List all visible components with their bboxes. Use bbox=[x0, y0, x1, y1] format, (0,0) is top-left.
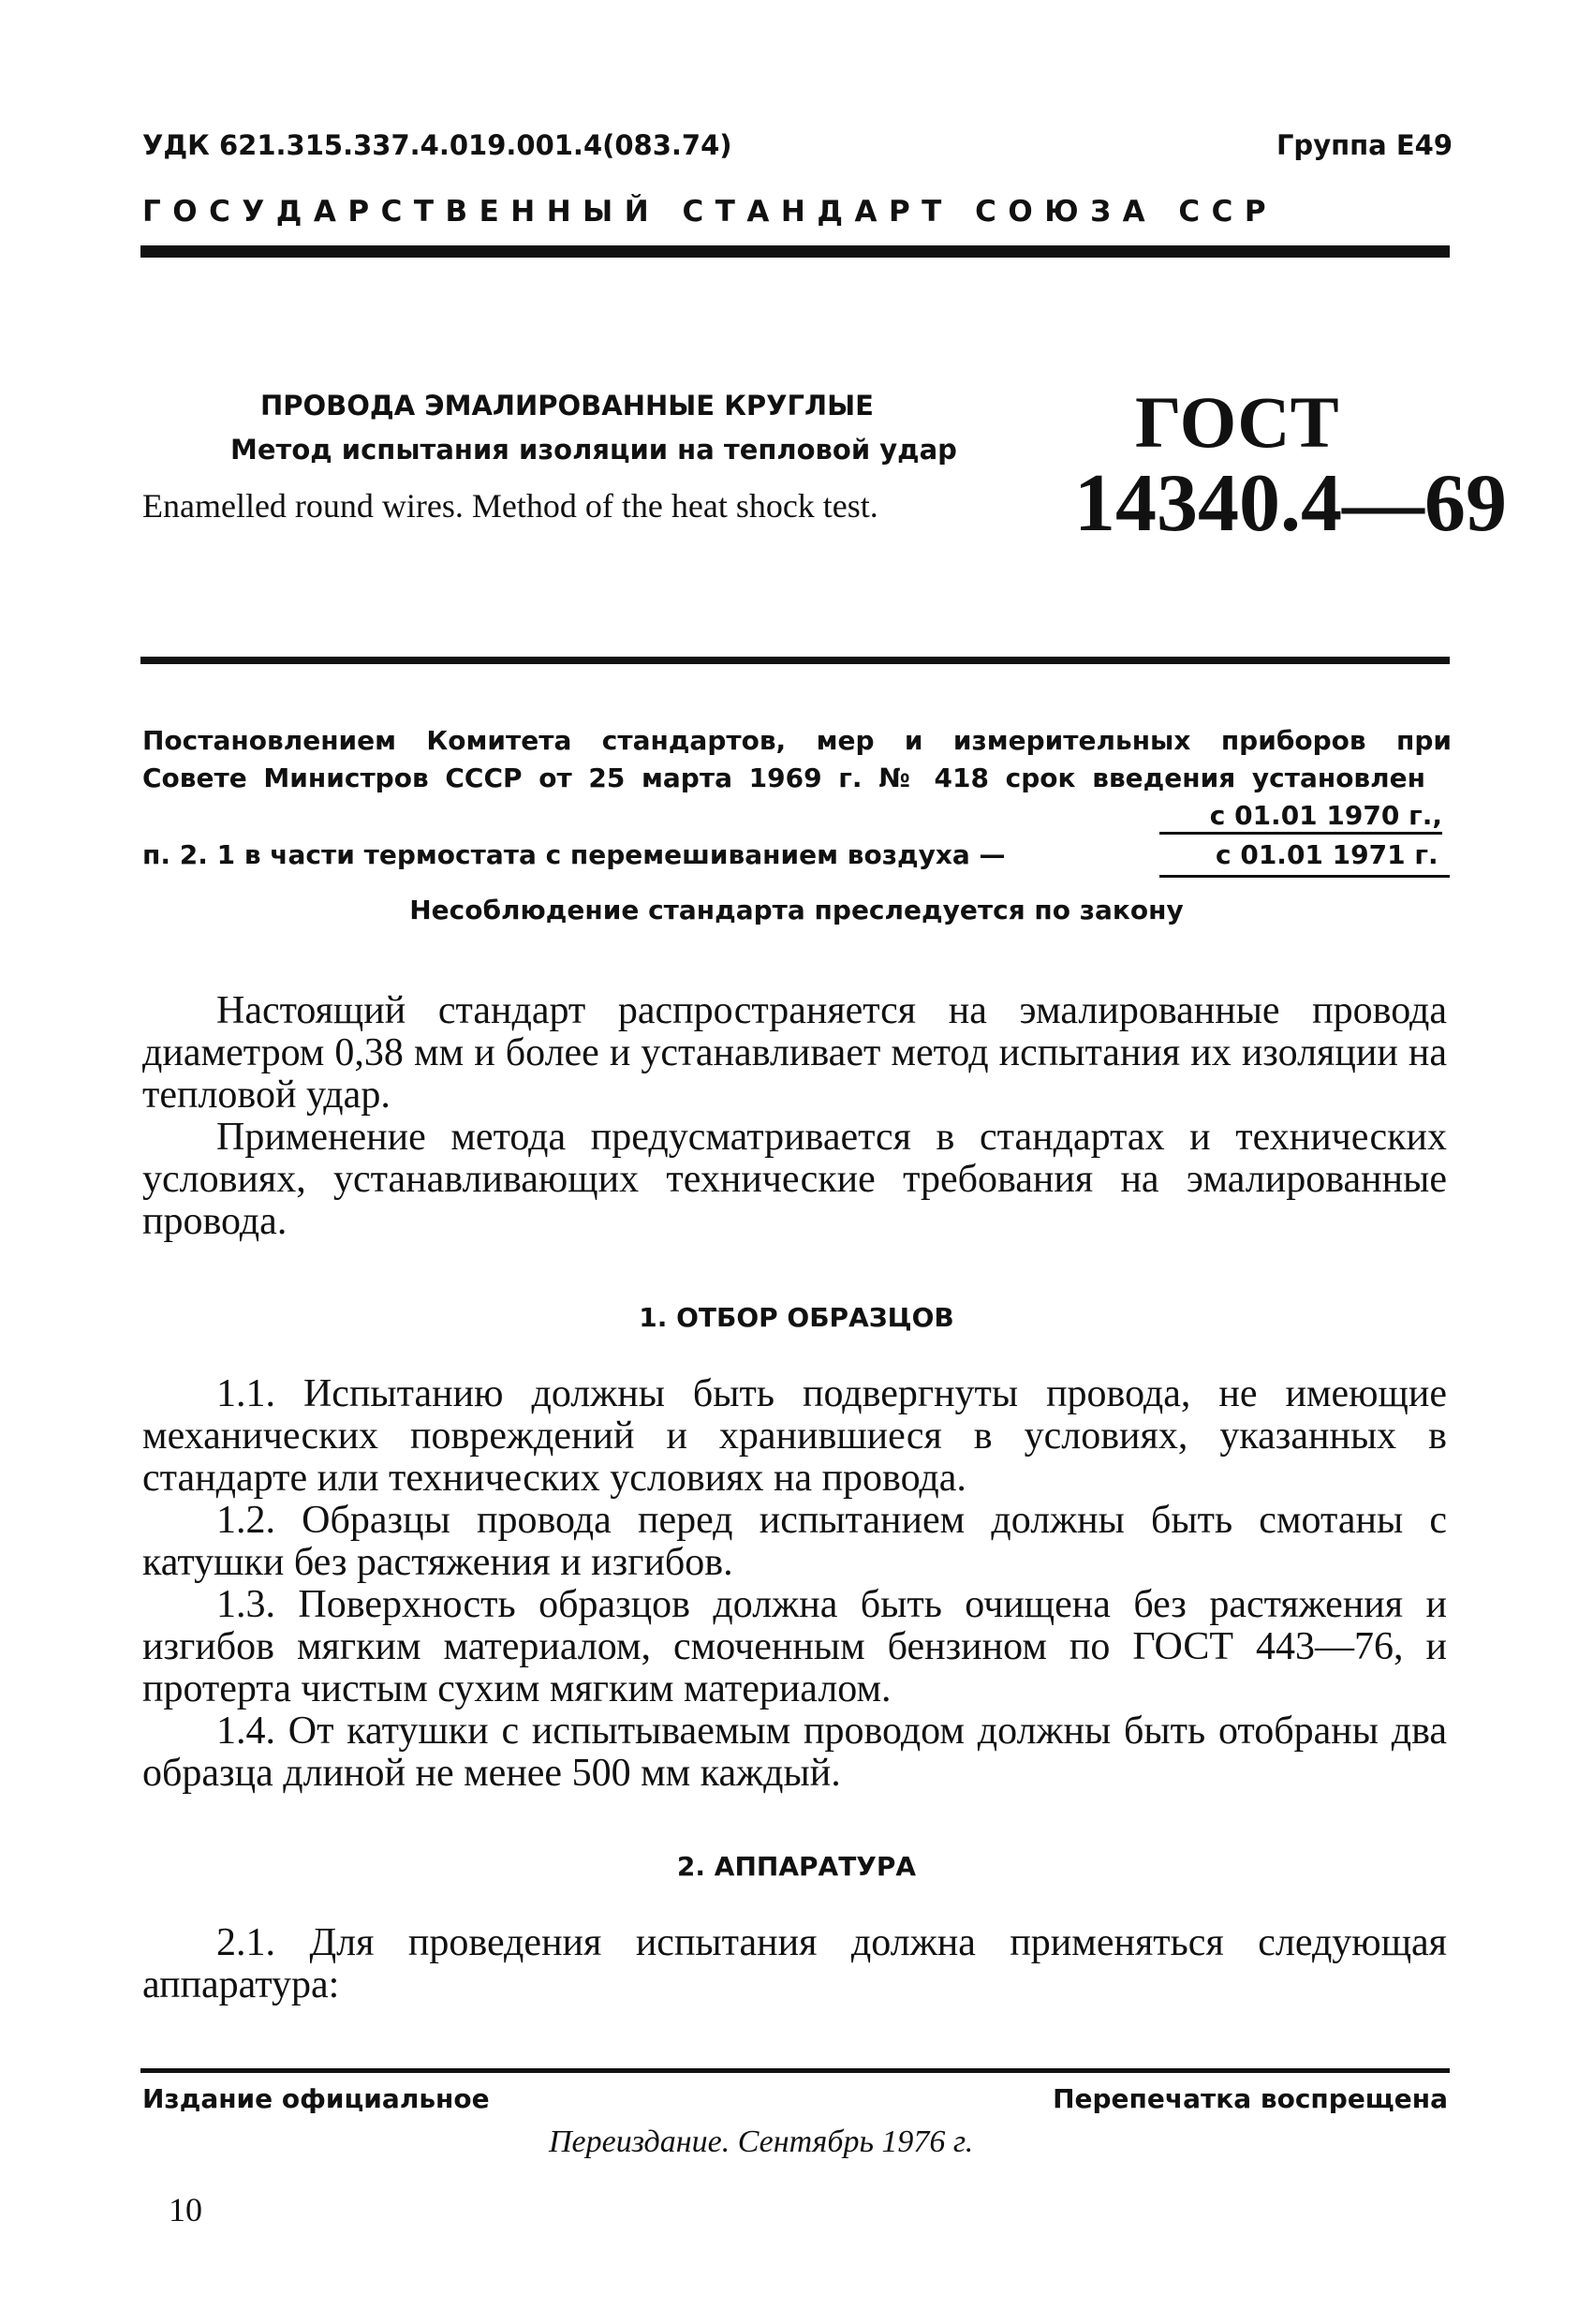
title-en: Enamelled round wires. Method of the heat shock test. bbox=[142, 487, 878, 525]
reprint-notice: Перепечатка воспрещена bbox=[1053, 2083, 1448, 2114]
section-1-title: 1. ОТБОР ОБРАЗЦОВ bbox=[639, 1302, 954, 1333]
intro-paragraph-2: Применение метода предусматривается в стандартах и технических условиях, устанавливающих технические требования на эмалированные провода. bbox=[142, 1116, 1447, 1243]
gost-label: ГОСТ bbox=[1135, 381, 1339, 463]
footer-rule bbox=[140, 2068, 1450, 2073]
udk-code: УДК 621.315.337.4.019.001.4(083.74) bbox=[142, 129, 732, 161]
section-1-item: 1.4. От катушки с испытываемым проводом должны быть отобраны два образца длиной не менее 500 мм каждый. bbox=[142, 1710, 1447, 1795]
title-ru-sub: Метод испытания изоляции на тепловой удар bbox=[230, 434, 957, 466]
intro-paragraph-1: Настоящий стандарт распространяется на эмалированные провода диаметром 0,38 мм и более и устанавливает метод испытания их изоляции на тепловой удар. bbox=[142, 989, 1447, 1117]
section-2-body bbox=[142, 1922, 1447, 2006]
gost-number: 14340.4—69 bbox=[1074, 458, 1507, 549]
state-standard-banner: ГОСУДАРСТВЕННЫЙ СТАНДАРТ СОЮЗА ССР bbox=[142, 195, 1278, 229]
section-1-item: 1.1. Испытанию должны быть подвергнуты провода, не имеющие механических повреждений и хранившиеся в условиях, указанных в стандарте или технических условиях на провода. bbox=[142, 1372, 1447, 1500]
section-2-item: 2.1. Для проведения испытания должна применяться следующая аппаратура: bbox=[142, 1921, 1447, 2006]
section-1-item: 1.3. Поверхность образцов должна быть очищена без растяжения и изгибов мягким материалом, смоченным бензином по ГОСТ 443—76, и протерта чистым сухим мягким материалом. bbox=[142, 1583, 1447, 1710]
decree-line-3: п. 2. 1 в части термостата с перемешиванием воздуха — bbox=[142, 839, 1006, 870]
decree-line-2: Совете Министров СССР от 25 марта 1969 г. № 418 срок введения установлен bbox=[142, 762, 1425, 793]
date-rule-1 bbox=[1159, 832, 1442, 835]
page-number: 10 bbox=[169, 2191, 202, 2228]
official-edition: Издание официальное bbox=[142, 2083, 490, 2114]
section-1-body bbox=[142, 1373, 1447, 1795]
title-ru-main: ПРОВОДА ЭМАЛИРОВАННЫЕ КРУГЛЫЕ bbox=[260, 390, 874, 422]
date-rule-2 bbox=[1159, 875, 1450, 878]
section-1-item: 1.2. Образцы провода перед испытанием должны быть смотаны с катушки без растяжения и изгибов. bbox=[142, 1499, 1447, 1584]
section-2-title: 2. АППАРАТУРА bbox=[676, 1851, 917, 1882]
title-rule bbox=[140, 657, 1450, 664]
reissue-note: Переиздание. Сентябрь 1976 г. bbox=[549, 2124, 974, 2159]
decree-date-1: с 01.01 1970 г., bbox=[1209, 800, 1442, 831]
header-thick-rule bbox=[140, 245, 1450, 258]
intro-section bbox=[142, 990, 1447, 1243]
decree-block bbox=[142, 722, 1452, 835]
decree-date-2: с 01.01 1971 г. bbox=[1216, 839, 1438, 870]
decree-line-1: Постановлением Комитета стандартов, мер и измерительных приборов при bbox=[142, 725, 1452, 756]
group-code: Группа Е49 bbox=[1276, 129, 1453, 161]
law-warning: Несоблюдение стандарта преследуется по закону bbox=[409, 895, 1184, 925]
